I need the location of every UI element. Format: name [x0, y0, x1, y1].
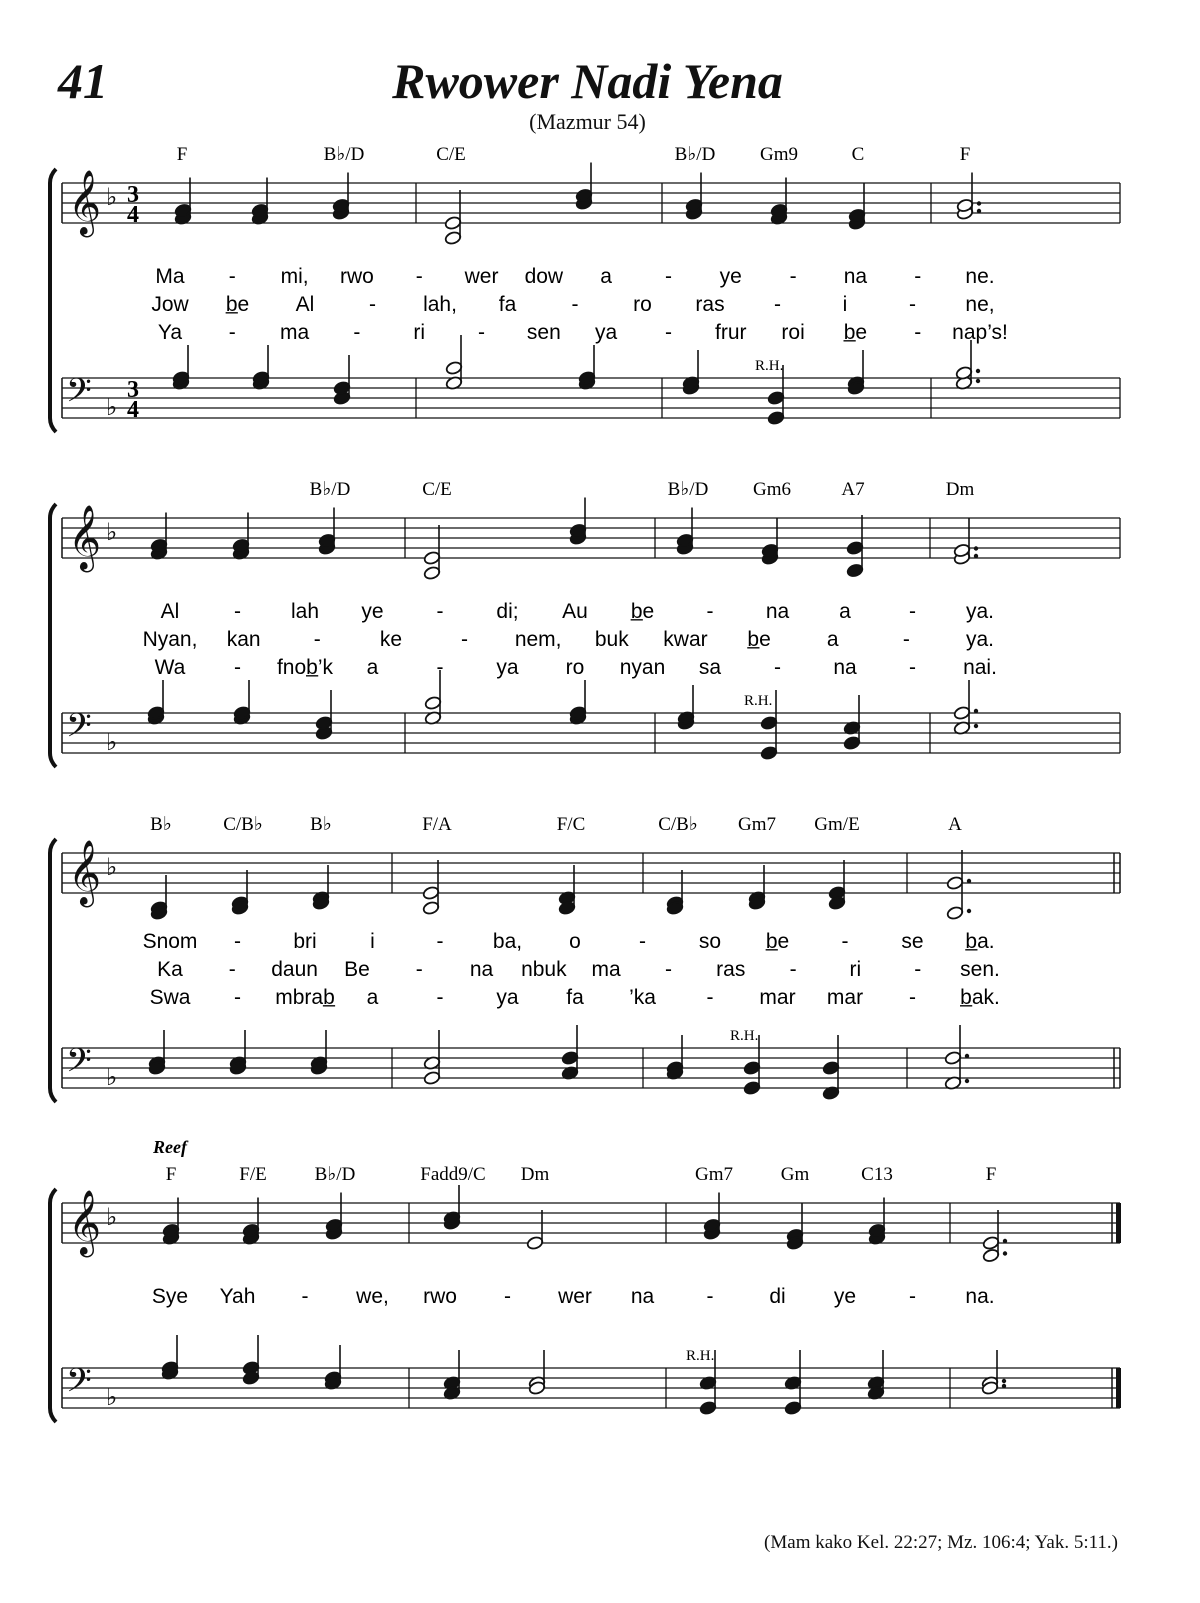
- lyric-syllable: roi: [781, 321, 805, 344]
- treble-clef-icon: 𝄞: [68, 1190, 102, 1255]
- lyric-syllable: Al: [295, 293, 315, 316]
- lyric-syllable: kan: [226, 628, 261, 651]
- note-head: [423, 1071, 441, 1086]
- lyric-syllable: Ka: [157, 958, 183, 981]
- chord-symbol: Fadd9/C: [420, 1164, 486, 1185]
- lyric-syllable: -: [478, 321, 486, 344]
- key-signature-flat: ♭: [106, 1383, 118, 1411]
- treble-clef-icon: 𝄞: [68, 170, 102, 235]
- lyric-syllable: ras: [716, 958, 746, 981]
- lyric-syllable: -: [571, 293, 579, 316]
- hymn-title: Rwower Nadi Yena: [392, 53, 783, 109]
- note-head: [422, 886, 440, 901]
- chord-symbol: F: [959, 144, 971, 165]
- lyric-syllable: -: [313, 628, 321, 651]
- lyric-syllable: Swa: [149, 986, 191, 1009]
- lyric-syllable: b̲e: [225, 293, 250, 316]
- lyric-syllable: -: [774, 656, 781, 679]
- scripture-reference: (Mam kako Kel. 22:27; Mz. 106:4; Yak. 5:11.): [764, 1532, 1118, 1553]
- chord-symbol: B♭/D: [309, 479, 351, 500]
- lyric-syllable: bri: [293, 930, 317, 953]
- lyric-syllable: ’ka: [629, 986, 656, 1009]
- key-signature-flat: ♭: [106, 518, 118, 546]
- lyric-syllable: mar: [826, 986, 864, 1009]
- rh-label: R.H.: [755, 358, 784, 374]
- note-dot: [974, 709, 978, 713]
- note-head: [982, 1248, 1000, 1263]
- note-head: [944, 1051, 962, 1066]
- chord-symbol: F/E: [239, 1164, 267, 1185]
- lyric-syllable: -: [914, 958, 922, 981]
- note-head: [946, 876, 964, 891]
- chord-symbol: A7: [841, 479, 865, 500]
- chord-symbol: Gm6: [753, 479, 791, 500]
- system-bracket: [50, 504, 56, 767]
- lyric-syllable: frur: [715, 321, 747, 344]
- time-signature-top: 3: [127, 182, 139, 208]
- chord-symbol: C/B♭: [658, 814, 698, 835]
- note-head: [743, 1081, 761, 1096]
- chord-symbol: F/A: [422, 814, 452, 835]
- note-dot: [965, 1054, 969, 1058]
- lyric-syllable: -: [436, 656, 444, 679]
- key-signature-flat: ♭: [106, 1203, 118, 1231]
- chord-symbol: Gm7: [695, 1164, 733, 1185]
- note-head: [784, 1401, 802, 1416]
- system-bracket: [50, 169, 56, 432]
- note-head: [846, 541, 864, 556]
- lyric-syllable: -: [914, 321, 922, 344]
- lyric-syllable: lah,: [423, 293, 457, 316]
- lyric-syllable: b̲e: [747, 628, 771, 651]
- lyric-syllable: sen: [526, 321, 561, 344]
- lyric-syllable: na: [630, 1285, 655, 1308]
- lyric-syllable: -: [228, 958, 236, 981]
- lyric-syllable: mbrab̲: [275, 986, 335, 1009]
- final-bar-thick: [1116, 1203, 1121, 1243]
- lyric-syllable: se: [901, 930, 924, 953]
- lyric-syllable: -: [234, 930, 241, 953]
- lyric-syllable: na.: [965, 1285, 995, 1308]
- lyric-syllable: ri: [849, 958, 862, 981]
- lyric-syllable: ye: [361, 600, 384, 623]
- system-bracket: [50, 1189, 56, 1422]
- lyric-syllable: ras: [695, 293, 725, 316]
- lyric-syllable: -: [504, 1285, 511, 1308]
- chord-symbol: F: [165, 1164, 177, 1185]
- lyric-syllable: fnob̲’k: [276, 656, 334, 679]
- note-head: [699, 1401, 717, 1416]
- chord-symbol: F/C: [556, 814, 586, 835]
- lyric-syllable: b̲e: [843, 321, 868, 344]
- lyric-syllable: Nyan,: [142, 628, 198, 651]
- note-dot: [1003, 1251, 1007, 1255]
- lyric-syllable: -: [789, 265, 797, 288]
- note-head: [843, 736, 861, 751]
- note-dot: [974, 546, 978, 550]
- lyric-syllable: so: [698, 930, 722, 953]
- note-head: [444, 231, 462, 246]
- note-dot: [977, 209, 981, 213]
- chord-symbol: Gm: [780, 1164, 810, 1185]
- lyric-syllable: Au: [562, 600, 588, 623]
- lyric-syllable: -: [461, 628, 469, 651]
- lyric-syllable: we,: [356, 1285, 389, 1308]
- lyric-syllable: rwo: [423, 1285, 457, 1308]
- lyric-syllable: ya: [496, 656, 519, 679]
- lyric-syllable: ba,: [492, 930, 523, 953]
- lyric-syllable: a: [366, 986, 379, 1009]
- key-signature-flat: ♭: [106, 393, 118, 421]
- key-signature-flat: ♭: [106, 853, 118, 881]
- note-head: [743, 1061, 761, 1076]
- note-dot: [976, 369, 980, 373]
- lyric-syllable: sa: [698, 656, 722, 679]
- time-signature-bottom: 4: [127, 397, 139, 423]
- chord-symbol: Gm/E: [814, 814, 860, 835]
- note-dot: [974, 554, 978, 558]
- time-signature-bottom: 4: [127, 202, 139, 228]
- lyric-syllable: -: [415, 265, 423, 288]
- lyric-syllable: -: [914, 265, 922, 288]
- chord-symbol: B♭/D: [323, 144, 365, 165]
- lyric-syllable: rwo: [340, 265, 374, 288]
- rh-label: R.H.: [686, 1348, 715, 1364]
- lyric-syllable: -: [301, 1285, 309, 1308]
- lyric-syllable: -: [841, 930, 849, 953]
- lyric-syllable: mi,: [280, 265, 309, 288]
- lyric-syllable: sen.: [960, 958, 1000, 981]
- lyric-syllable: o: [569, 930, 581, 953]
- lyric-syllable: dow: [524, 265, 564, 288]
- chord-symbol: Gm7: [738, 814, 776, 835]
- note-head: [424, 696, 442, 711]
- note-head: [561, 1051, 579, 1066]
- lyric-syllable: nbuk: [521, 958, 567, 981]
- note-head: [846, 563, 864, 578]
- key-signature-flat: ♭: [106, 183, 118, 211]
- lyric-syllable: -: [228, 321, 236, 344]
- lyric-syllable: -: [234, 600, 241, 623]
- chord-symbol: Dm: [945, 479, 975, 500]
- lyric-syllable: Al: [160, 600, 180, 623]
- lyric-syllable: wer: [464, 265, 499, 288]
- bass-clef-icon: 𝄢: [66, 1362, 92, 1408]
- note-head: [444, 216, 462, 231]
- bass-clef-icon: 𝄢: [66, 1042, 92, 1088]
- lyric-syllable: -: [234, 656, 241, 679]
- lyric-syllable: a: [366, 656, 379, 679]
- lyric-syllable: ya: [496, 986, 519, 1009]
- lyric-syllable: -: [909, 600, 916, 623]
- note-head: [982, 1236, 1000, 1251]
- bass-clef-icon: 𝄢: [66, 372, 92, 418]
- note-head: [767, 391, 785, 406]
- hymn-subtitle: (Mazmur 54): [529, 109, 646, 134]
- note-head: [422, 901, 440, 916]
- chord-symbol: A: [948, 814, 962, 835]
- lyric-syllable: Ya: [157, 321, 183, 344]
- lyric-syllable: b̲e: [630, 600, 655, 623]
- lyric-syllable: -: [664, 265, 672, 288]
- time-signature-top: 3: [127, 377, 139, 403]
- lyric-syllable: wer: [558, 1285, 592, 1308]
- note-dot: [1002, 1384, 1006, 1388]
- lyric-syllable: -: [436, 986, 444, 1009]
- chord-symbol: B♭/D: [314, 1164, 356, 1185]
- lyric-syllable: na: [843, 265, 868, 288]
- lyric-syllable: nai.: [963, 656, 997, 679]
- chord-symbol: C: [851, 144, 865, 165]
- lyric-syllable: i: [370, 930, 375, 953]
- note-head: [423, 566, 441, 581]
- note-head: [822, 1061, 840, 1076]
- chord-symbol: F: [176, 144, 188, 165]
- lyric-syllable: a: [600, 265, 612, 288]
- lyric-syllable: -: [909, 1285, 916, 1308]
- note-dot: [965, 1079, 969, 1083]
- lyric-syllable: mar: [759, 986, 796, 1009]
- note-dot: [1003, 1239, 1007, 1243]
- lyric-syllable: -: [909, 293, 916, 316]
- lyric-syllable: -: [353, 321, 361, 344]
- note-head: [946, 906, 964, 921]
- lyric-syllable: na: [469, 958, 494, 981]
- note-head: [526, 1236, 544, 1251]
- rh-label: R.H.: [744, 693, 773, 709]
- lyric-syllable: ke: [379, 628, 403, 651]
- refrain-label: Reef: [153, 1137, 187, 1157]
- chord-symbol: C/E: [422, 479, 452, 500]
- lyric-syllable: -: [436, 930, 444, 953]
- hymn-number: 41: [58, 53, 108, 109]
- lyric-syllable: -: [909, 656, 916, 679]
- lyric-syllable: daun: [271, 958, 318, 981]
- note-dot: [967, 879, 971, 883]
- lyric-syllable: -: [639, 930, 646, 953]
- lyric-syllable: Be: [344, 958, 370, 981]
- lyric-syllable: Snom: [142, 930, 198, 953]
- chord-symbol: C/B♭: [223, 814, 263, 835]
- lyric-syllable: ya: [595, 321, 618, 344]
- key-signature-flat: ♭: [106, 1063, 118, 1091]
- chord-symbol: Dm: [520, 1164, 550, 1185]
- lyric-syllable: -: [789, 958, 797, 981]
- lyric-syllable: Yah: [219, 1285, 256, 1308]
- chord-symbol: B♭: [310, 814, 332, 835]
- note-head: [767, 411, 785, 426]
- note-dot: [976, 379, 980, 383]
- lyric-syllable: -: [706, 1285, 714, 1308]
- lyric-syllable: -: [706, 986, 714, 1009]
- lyric-syllable: ro: [633, 293, 652, 316]
- note-head: [760, 746, 778, 761]
- key-signature-flat: ♭: [106, 728, 118, 756]
- lyric-syllable: -: [228, 265, 236, 288]
- lyric-syllable: ne.: [965, 265, 995, 288]
- lyric-syllable: ye: [833, 1285, 857, 1308]
- chord-symbol: B♭/D: [674, 144, 716, 165]
- treble-clef-icon: 𝄞: [68, 505, 102, 570]
- note-head: [445, 361, 463, 376]
- treble-clef-icon: 𝄞: [68, 840, 102, 905]
- lyric-syllable: nem,: [514, 628, 562, 651]
- chord-symbol: B♭/D: [667, 479, 709, 500]
- lyric-syllable: b̲a.: [965, 930, 995, 953]
- note-dot: [977, 201, 981, 205]
- lyric-syllable: Sye: [151, 1285, 189, 1308]
- lyric-syllable: ya.: [965, 600, 995, 623]
- lyric-syllable: Jow: [151, 293, 189, 316]
- lyric-syllable: di: [769, 1285, 786, 1308]
- note-dot: [974, 724, 978, 728]
- final-bar-thick: [1116, 1368, 1121, 1408]
- system-bracket: [50, 839, 56, 1102]
- lyric-syllable: b̲ak.: [960, 986, 1000, 1009]
- lyric-syllable: ma: [280, 321, 310, 344]
- lyric-syllable: di;: [496, 600, 519, 623]
- lyric-syllable: nyan: [619, 656, 666, 679]
- lyric-syllable: ye: [719, 265, 742, 288]
- chord-symbol: C13: [861, 1164, 893, 1185]
- note-dot: [967, 909, 971, 913]
- lyric-syllable: i: [842, 293, 848, 316]
- lyric-syllable: -: [902, 628, 910, 651]
- lyric-syllable: ya.: [965, 628, 995, 651]
- lyric-syllable: ro: [565, 656, 585, 679]
- lyric-syllable: -: [436, 600, 444, 623]
- chord-symbol: Gm9: [760, 144, 798, 165]
- note-head: [953, 706, 971, 721]
- note-head: [760, 716, 778, 731]
- lyric-syllable: nap’s!: [952, 321, 1008, 344]
- lyric-syllable: Ma: [155, 265, 185, 288]
- bass-clef-icon: 𝄢: [66, 707, 92, 753]
- lyric-syllable: fa: [498, 293, 517, 316]
- lyric-syllable: -: [369, 293, 376, 316]
- lyric-syllable: kwar: [663, 628, 708, 651]
- lyric-syllable: -: [664, 321, 672, 344]
- lyric-syllable: na: [765, 600, 790, 623]
- lyric-syllable: -: [664, 958, 672, 981]
- lyric-syllable: fa: [566, 986, 584, 1009]
- chord-symbol: C/E: [436, 144, 466, 165]
- lyric-syllable: -: [234, 986, 241, 1009]
- lyric-syllable: buk: [594, 628, 629, 651]
- chord-symbol: F: [985, 1164, 997, 1185]
- lyric-syllable: ma: [591, 958, 621, 981]
- lyric-syllable: ne,: [965, 293, 995, 316]
- lyric-syllable: a: [839, 600, 851, 623]
- lyric-syllable: -: [909, 986, 916, 1009]
- lyric-syllable: a: [826, 628, 839, 651]
- lyric-syllable: -: [415, 958, 423, 981]
- rh-label: R.H.: [730, 1028, 759, 1044]
- lyric-syllable: -: [774, 293, 781, 316]
- chord-symbol: B♭: [150, 814, 172, 835]
- lyric-syllable: na: [833, 656, 857, 679]
- lyric-syllable: ri: [413, 321, 426, 344]
- lyric-syllable: Wa: [154, 656, 186, 679]
- note-head: [423, 551, 441, 566]
- note-dot: [1002, 1379, 1006, 1383]
- lyric-syllable: lah: [290, 600, 320, 623]
- lyric-syllable: b̲e: [765, 930, 790, 953]
- lyric-syllable: -: [706, 600, 714, 623]
